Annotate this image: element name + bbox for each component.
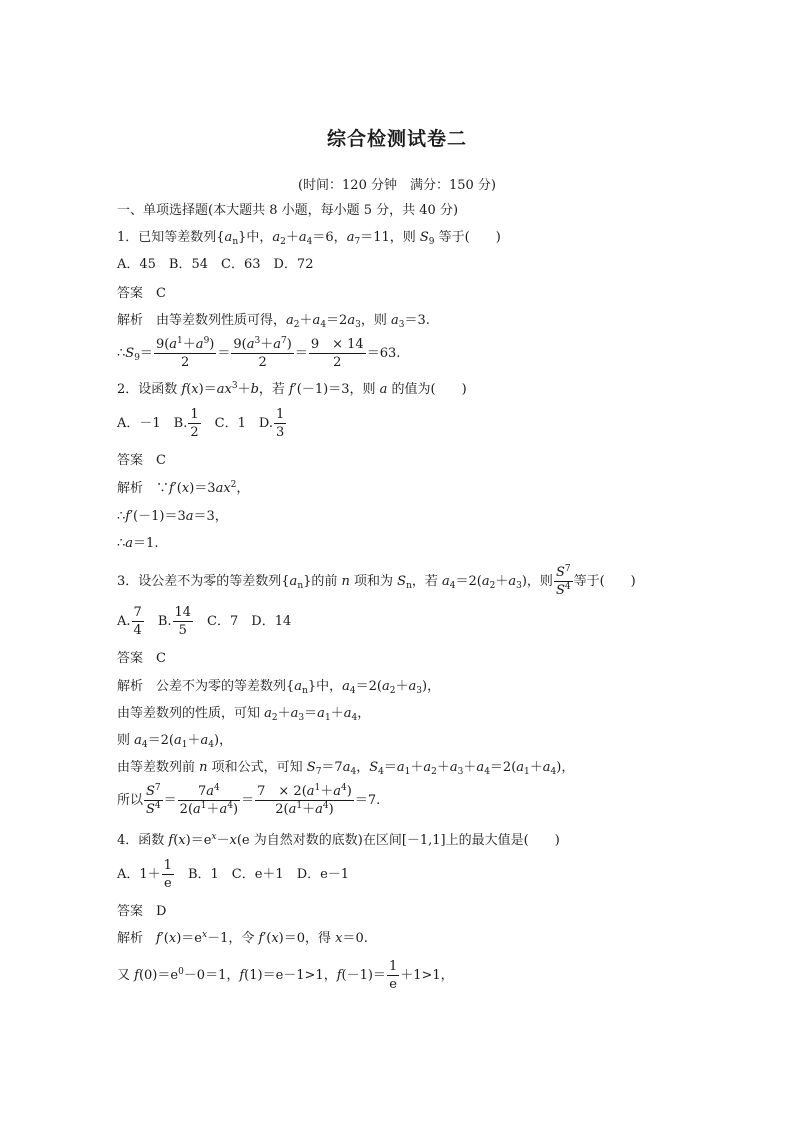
q4-analysis-2: 又 $f(0)=e^0-0=1$，f(1)＝e－1>1，f(－1)＝ $\frac{1}{e}$ ＋1>1， — [117, 959, 454, 992]
q3-answer: 答案 C — [117, 651, 166, 666]
q3-analysis-4: 由等差数列前 n 项和公式，可知 $S_7=7a_4$，$S_4=a_1+a_2+a_3+a_4=2(a_1+a_4)$， — [117, 760, 575, 777]
q3-analysis-5: 所以 $\frac{S^7}{S^4}$ ＝ $\frac{7a^4}{2(a^1+a^4)}$ ＝ $\frac{7 \times 2(a^1+a^4)}{2(a^1+a^4)}$ ＝7. — [117, 783, 381, 817]
q2-analysis-2: ∴f′(－1)＝3a＝3， — [117, 509, 228, 524]
page-title: 综合检测试卷二 — [326, 128, 467, 150]
q1-stem: 1．已知等差数列$\{a_n\}$中，$a_2+a_4=6$，$a_7=11$，则 $S_9$ 等于( ) — [117, 230, 501, 247]
q4-stem: 4．函数 $f(x)=e^x-x(e$ 为自然对数的底数)在区间[－1,1]上的最大值是( ) — [117, 832, 560, 848]
q2-analysis-3: ∴a＝1. — [117, 536, 159, 551]
q2-analysis-1: 解析 $\because f'(x)=3ax^2$， — [117, 480, 250, 496]
q4-analysis-1: 解析 $f'(x)=e^x-1$，令 f′(x)＝0，得 x＝0. — [117, 930, 368, 946]
q1-answer — [117, 287, 166, 300]
answer-value: C — [156, 651, 166, 666]
q3-analysis-1: 解析 公差不为零的等差数列$\{a_n\}$中，$a_4=2(a_2+a_3)$， — [117, 679, 441, 696]
q4-options: A．1＋ $\frac{1}{e}$ B．1 C．e＋1 D．e－1 — [117, 858, 350, 891]
q1-analysis-2: $\therefore S_9=$ $\frac{9(a^1+a^9)}{2}$ ＝ $\frac{9(a^3+a^7)}{2}$ ＝ $\frac{9 \times 14}{2}$ ＝63. — [117, 336, 401, 370]
exam-info: (时间：120 分钟 满分：150 分) — [297, 178, 497, 193]
q1-analysis-1: 解析 由等差数列性质可得，$a_2+a_4=2a_3$，则 $a_3=3$. — [117, 313, 430, 330]
answer-label: 答案 — [117, 286, 144, 301]
q3-analysis-3: 则 $a_4=2(a_1+a_4)$， — [117, 733, 233, 750]
q3-stem: 3．设公差不为零的等差数列$\{a_n\}$的前 n 项和为 $S_n$，若 $a_4=2(a_2+a_3)$，则 $\frac{S^7}{S^4}$ 等于( ) — [117, 564, 636, 598]
q4-answer: 答案 D — [117, 904, 167, 919]
q1-options: A．45 B．54 C．63 D．72 — [117, 257, 314, 272]
answer-value: C — [156, 453, 166, 468]
q2-answer: 答案 C — [117, 453, 166, 468]
q3-options: A. $\frac{7}{4}$ B. $\frac{14}{5}$ C．7 D．14 — [117, 605, 292, 638]
q2-options: A．－1 B. $\frac{1}{2}$ C．1 D. $\frac{1}{3}$ — [117, 407, 285, 440]
section-heading: 一、单项选择题(本大题共 8 小题，每小题 5 分，共 40 分) — [117, 203, 459, 218]
q2-stem: 2．设函数 $f(x)=ax^3+b$，若 f′(－1)＝3，则 a 的值为( ) — [117, 381, 467, 397]
answer-value: C — [156, 286, 166, 301]
q3-analysis-2: 由等差数列的性质，可知 $a_2+a_3=a_1+a_4$， — [117, 706, 371, 723]
answer-value: D — [156, 904, 167, 919]
